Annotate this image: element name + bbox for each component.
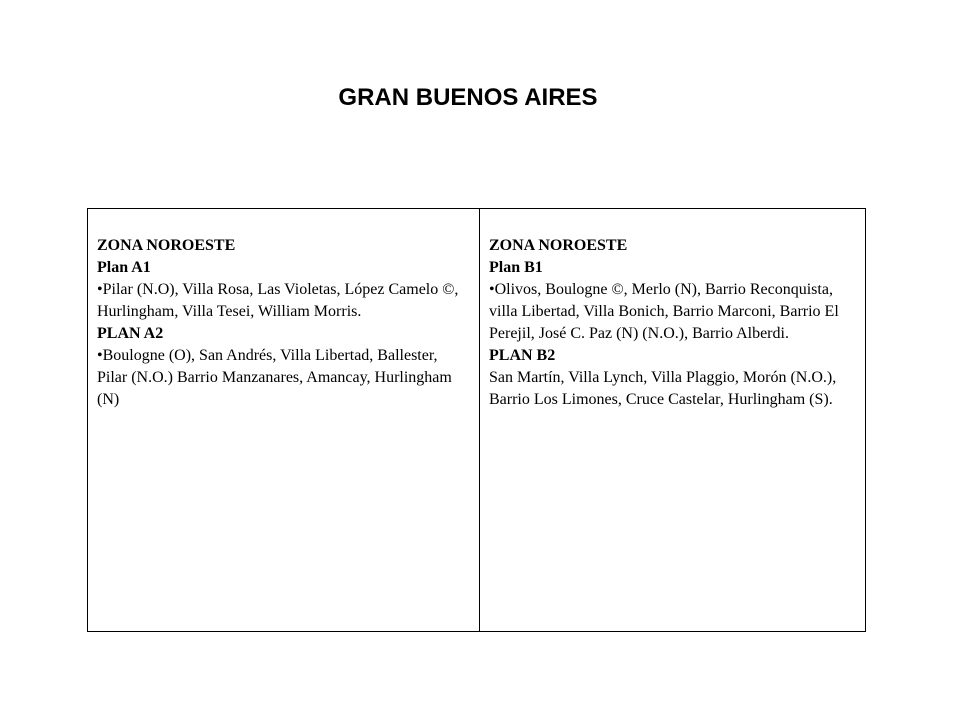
bullet-icon: • xyxy=(97,281,103,298)
table-cell-left xyxy=(88,209,480,631)
plan-heading: PLAN B2 xyxy=(489,347,556,364)
plan-list-item xyxy=(489,279,857,345)
plan-localities: Olivos, Boulogne ©, Merlo (N), Barrio Reconquista, villa Libertad, Villa Bonich, Barrio Marconi, Barrio El Perejil, José C. Paz (N) (N.O.), Barrio Alberdi. xyxy=(489,281,839,342)
plan-localities: San Martín, Villa Lynch, Villa Plaggio, Morón (N.O.), Barrio Los Limones, Cruce Castelar, Hurlingham (S). xyxy=(489,369,837,408)
table-cell-right xyxy=(480,209,865,631)
zone-heading: ZONA NOROESTE xyxy=(489,237,628,254)
plan-heading: Plan A1 xyxy=(97,259,151,276)
plan-heading: PLAN A2 xyxy=(97,325,164,342)
page-title: GRAN BUENOS AIRES xyxy=(338,84,598,111)
bullet-icon: • xyxy=(97,347,103,364)
zone-heading: ZONA NOROESTE xyxy=(97,237,236,254)
plan-heading: Plan B1 xyxy=(489,259,543,276)
plan-localities: Boulogne (O), San Andrés, Villa Libertad, Ballester, Pilar (N.O.) Barrio Manzanares, Amancay, Hurlingham (N) xyxy=(97,347,452,408)
bullet-icon: • xyxy=(489,281,495,298)
plan-localities: Pilar (N.O), Villa Rosa, Las Violetas, López Camelo ©, Hurlingham, Villa Tesei, William Morris. xyxy=(97,281,459,320)
zones-table xyxy=(87,208,866,632)
plan-list-item xyxy=(97,279,471,323)
plan-list-item xyxy=(97,345,471,411)
